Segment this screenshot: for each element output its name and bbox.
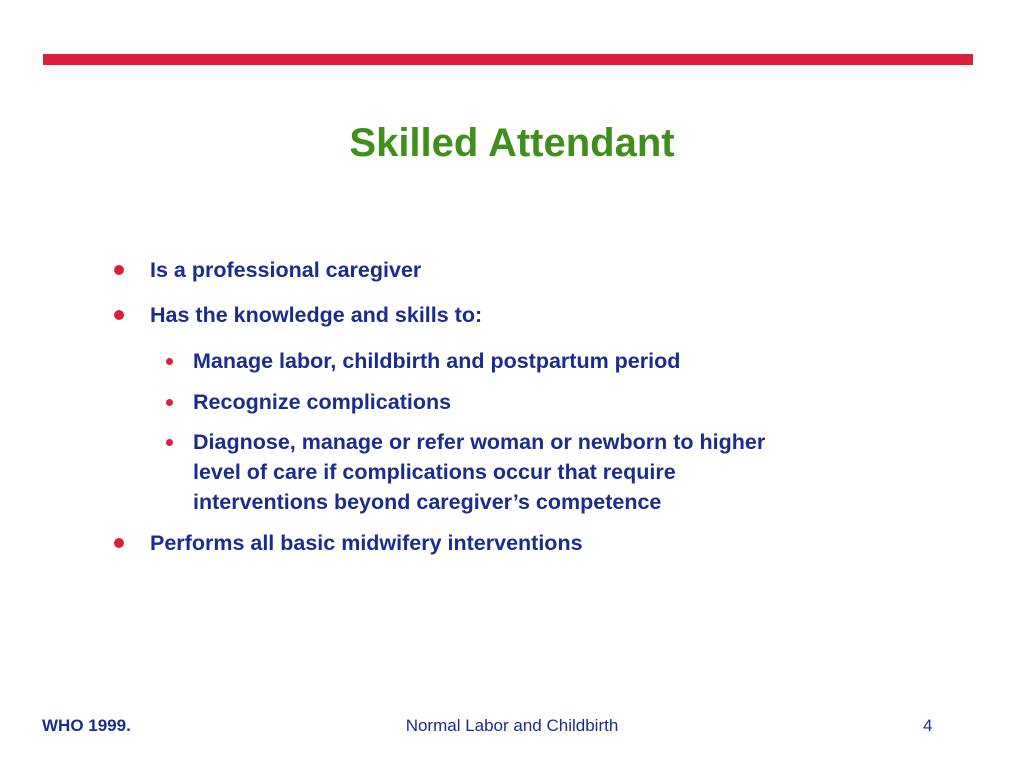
- bullet-item: Has the knowledge and skills to:: [150, 303, 483, 327]
- sub-bullet-dot-icon: [166, 399, 173, 406]
- bullet-item: Performs all basic midwifery interventions: [150, 531, 583, 555]
- bullet-dot-icon: [114, 310, 124, 320]
- footer-presentation-title: Normal Labor and Childbirth: [405, 716, 619, 735]
- slide-title: Skilled Attendant: [349, 121, 675, 165]
- footer-source: WHO 1999.: [42, 716, 131, 735]
- sub-bullet-item-line: level of care if complications occur that require: [193, 460, 676, 484]
- bullet-item: Is a professional caregiver: [150, 258, 422, 282]
- sub-bullet-item-line: interventions beyond caregiver’s competence: [193, 490, 662, 514]
- bullet-dot-icon: [114, 538, 124, 548]
- sub-bullet-dot-icon: [166, 358, 173, 365]
- bullet-dot-icon: [114, 265, 124, 275]
- sub-bullet-dot-icon: [166, 439, 173, 446]
- sub-bullet-item: Manage labor, childbirth and postpartum period: [193, 349, 681, 373]
- sub-bullet-item: Recognize complications: [193, 390, 452, 414]
- footer-page-number: 4: [923, 716, 933, 735]
- sub-bullet-item-line: Diagnose, manage or refer woman or newborn to higher: [193, 430, 766, 454]
